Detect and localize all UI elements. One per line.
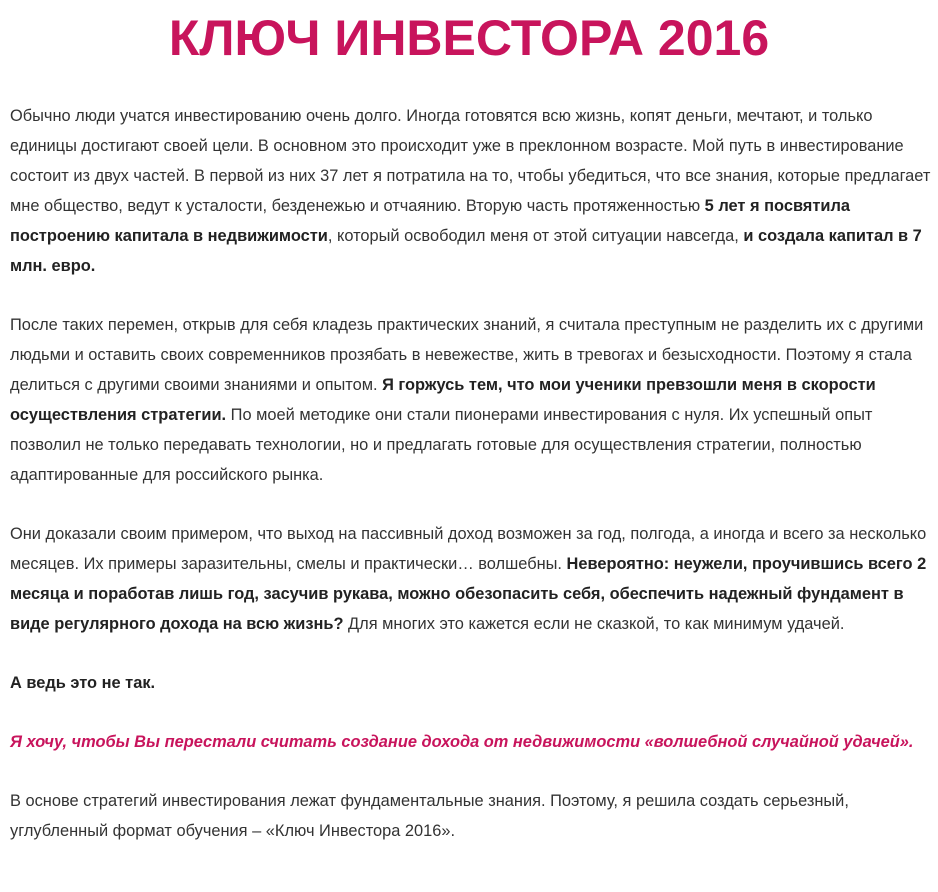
page-title: КЛЮЧ ИНВЕСТОРА 2016 <box>168 10 770 66</box>
bold-run: 5 лет я посвятила построению капитала в недвижимости <box>10 197 851 245</box>
text-run: После таких перемен, открыв для себя кладезь практических знаний, я считала преступным не разделить их с другими людьми и оставить своих современников прозябать в невежестве, жить в тревогах и безысходности. Поэтому я стала делиться с другими своими знаниями и опытом. <box>10 316 924 394</box>
text-run: Обычно люди учатся инвестированию очень долго. Иногда готовятся всю жизнь, копят деньги, мечтают, и только единицы достигают своей цели. В основном это происходит уже в преклонном возрасте. Мой путь в инвестирование состоит из двух частей. В первой из них 37 лет я потратила на то, чтобы убедиться, что все знания, которые предлагает мне общество, ведут к усталости, безденежью и отчаянию. Вторую часть протяженностью <box>10 107 931 215</box>
bold-run: и создала капитал в 7 млн. евро. <box>10 227 922 275</box>
paragraph-highlight-quote: Я хочу, чтобы Вы перестали считать создание дохода от недвижимости «волшебной случайной удачей». <box>10 733 914 751</box>
bold-run: Я горжусь тем, что мои ученики превзошли меня в скорости осуществления стратегии. <box>10 376 876 424</box>
bold-run: А ведь это не так. <box>10 674 156 692</box>
text-run: В основе стратегий инвестирования лежат фундаментальные знания. Поэтому, я решила создать серьезный, углубленный формат обучения – «Ключ Инвестора 2016». <box>10 792 849 840</box>
text-run: По моей методике они стали пионерами инвестирования с нуля. Их успешный опыт позволил не только передавать технологии, но и предлагать готовые для осуществления стратегии, полностью адаптированные для российского рынка. <box>10 406 873 484</box>
paragraph-not-so <box>10 668 935 698</box>
paragraph-sharing <box>10 310 935 490</box>
bold-run: Невероятно: неужели, проучившись всего 2 месяца и поработав лишь год, засучив рукава, можно обезопасить себя, обеспечить надежный фундамент в виде регулярного дохода на всю жизнь? <box>10 555 927 633</box>
paragraph-proof <box>10 519 935 639</box>
paragraph-intro <box>10 101 935 281</box>
text-run: Они доказали своим примером, что выход на пассивный доход возможен за год, полгода, а иногда и всего за несколько месяцев. Их примеры заразительны, смелы и практически… волшебны. <box>10 525 927 573</box>
article-body <box>10 101 935 875</box>
text-run: , который освободил меня от этой ситуации навсегда, <box>327 227 744 245</box>
paragraph-format <box>10 786 935 846</box>
text-run: Для многих это кажется если не сказкой, то как минимум удачей. <box>343 615 845 633</box>
